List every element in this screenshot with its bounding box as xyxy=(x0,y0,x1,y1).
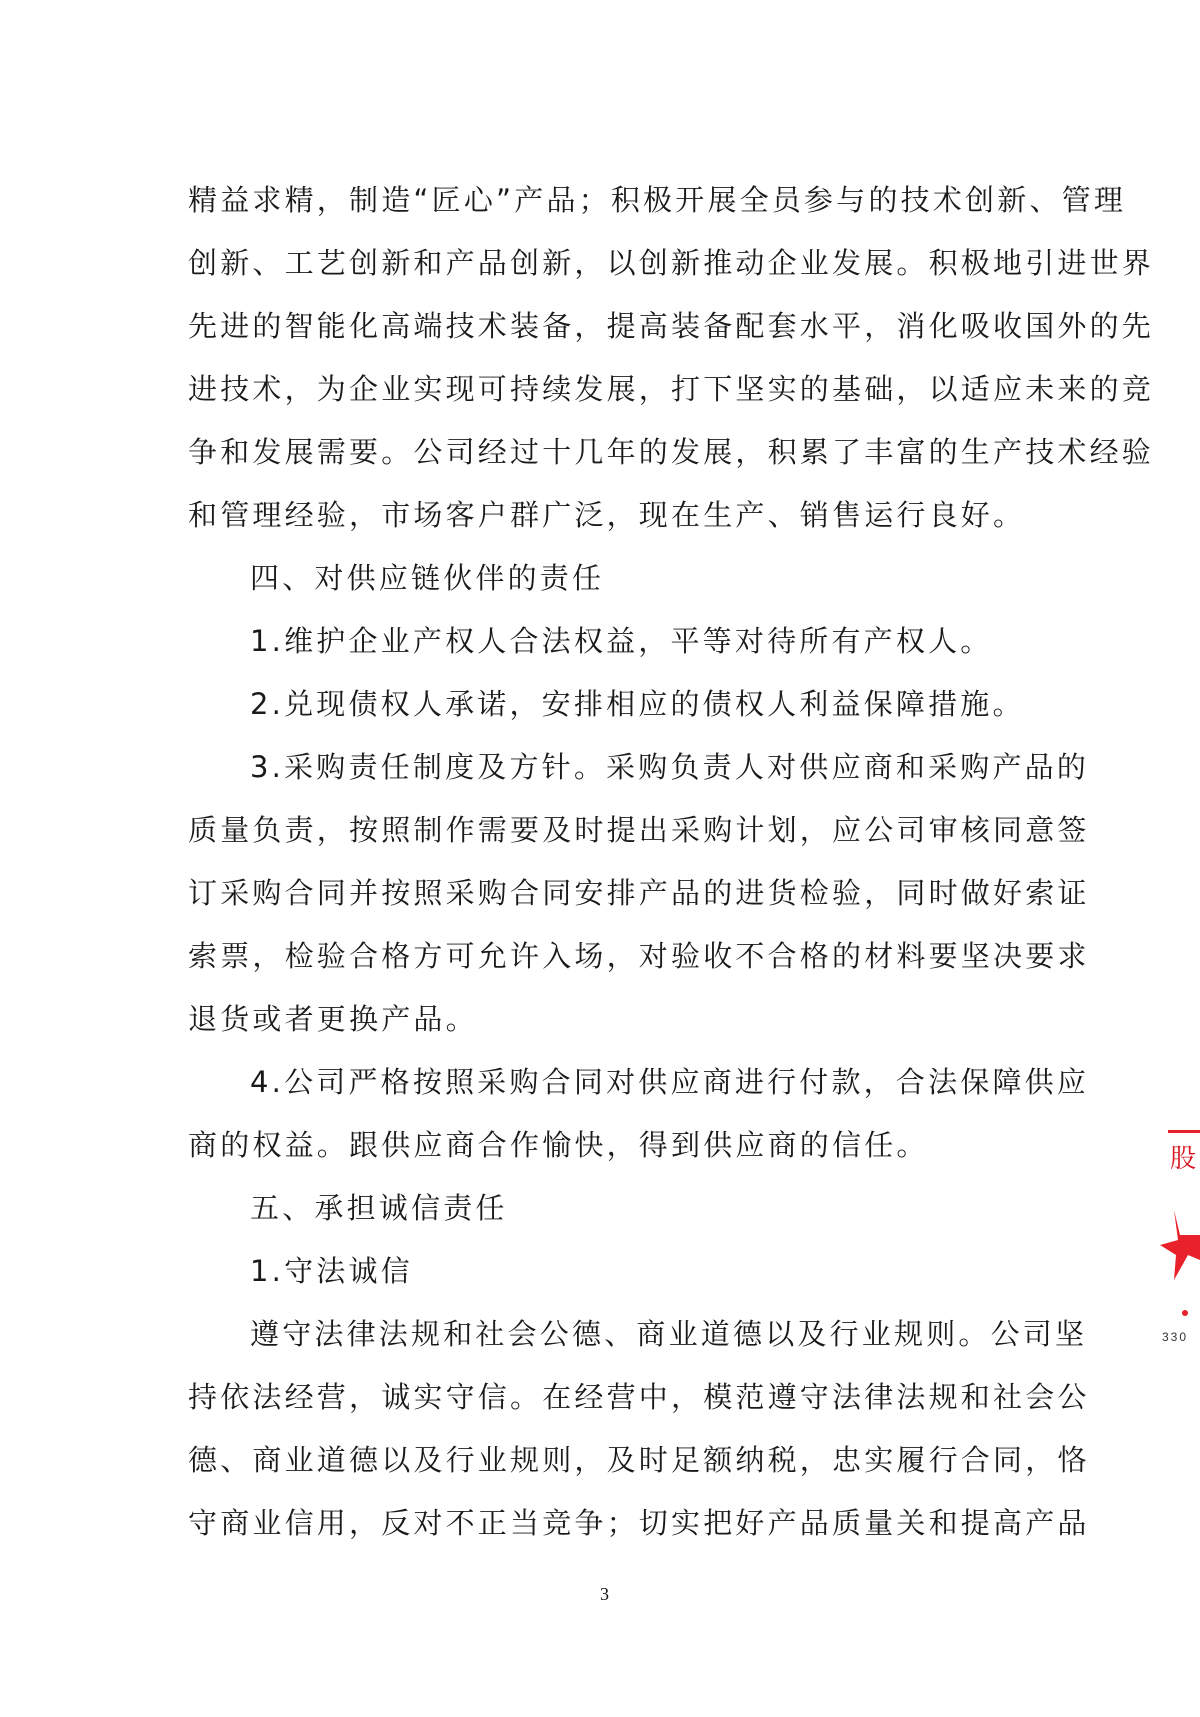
seal-dot xyxy=(1182,1310,1188,1316)
seal-number: 330 xyxy=(1162,1330,1189,1344)
section-heading: 四、对供应链伙伴的责任 xyxy=(250,561,605,595)
text-line: 持依法经营，诚实守信。在经营中，模范遵守法律法规和社会公 xyxy=(188,1380,1090,1414)
text-line: 订采购合同并按照采购合同安排产品的进货检验，同时做好索证 xyxy=(188,876,1090,910)
list-item: 4.公司严格按照采购合同对供应商进行付款，合法保障供应 xyxy=(250,1065,1090,1099)
text-line: 商的权益。跟供应商合作愉快，得到供应商的信任。 xyxy=(188,1128,929,1162)
text-line: 创新、工艺创新和产品创新，以创新推动企业发展。积极地引进世界 xyxy=(188,246,1155,280)
star-icon xyxy=(1160,1210,1200,1280)
text-line: 索票，检验合格方可允许入场，对验收不合格的材料要坚决要求 xyxy=(188,939,1090,973)
seal-char: 股 xyxy=(1170,1144,1197,1174)
text-line: 精益求精，制造“匠心”产品；积极开展全员参与的技术创新、管理 xyxy=(188,183,1127,217)
page-number: 3 xyxy=(600,1584,609,1604)
list-item: 2.兑现债权人承诺，安排相应的债权人利益保障措施。 xyxy=(250,687,1025,721)
subsection-heading: 1.守法诚信 xyxy=(250,1254,413,1288)
section-heading: 五、承担诚信责任 xyxy=(250,1191,508,1225)
company-seal xyxy=(1160,1130,1200,1360)
text-line: 德、商业道德以及行业规则，及时足额纳税，忠实履行合同，恪 xyxy=(188,1443,1090,1477)
list-item: 3.采购责任制度及方针。采购负责人对供应商和采购产品的 xyxy=(250,750,1090,784)
seal-edge xyxy=(1168,1130,1200,1133)
text-line: 退货或者更换产品。 xyxy=(188,1002,478,1036)
text-line: 争和发展需要。公司经过十几年的发展，积累了丰富的生产技术经验 xyxy=(188,435,1155,469)
text-line: 遵守法律法规和社会公德、商业道德以及行业规则。公司坚 xyxy=(250,1317,1088,1351)
text-line: 进技术，为企业实现可持续发展，打下坚实的基础，以适应未来的竞 xyxy=(188,372,1155,406)
text-line: 守商业信用，反对不正当竞争；切实把好产品质量关和提高产品 xyxy=(188,1506,1090,1540)
text-line: 先进的智能化高端技术装备，提高装备配套水平，消化吸收国外的先 xyxy=(188,309,1155,343)
list-item: 1.维护企业产权人合法权益，平等对待所有产权人。 xyxy=(250,624,993,658)
text-line: 质量负责，按照制作需要及时提出采购计划，应公司审核同意签 xyxy=(188,813,1090,847)
text-line: 和管理经验，市场客户群广泛，现在生产、销售运行良好。 xyxy=(188,498,1026,532)
